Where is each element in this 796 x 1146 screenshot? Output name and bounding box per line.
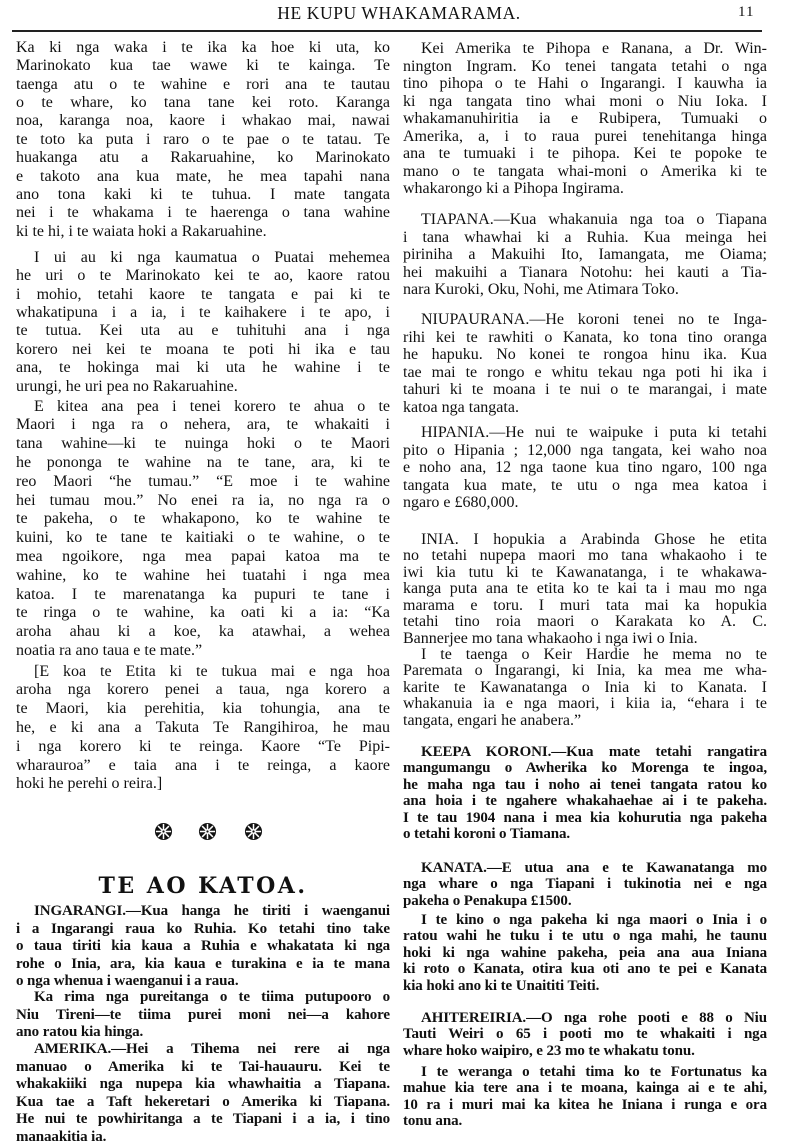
paragraph <box>16 398 390 661</box>
text-line: aroha ahau ki a koe, ka atawhai, a wehea <box>16 623 390 641</box>
text-line: te pakeha, o te whakapono, ko te wahine te <box>16 510 390 528</box>
text-line: nei i te whakama i te haerenga o tana wahine <box>16 204 390 222</box>
text-line: ki roto o Kanata, otira kua oti ano te pei e Kanata <box>403 961 767 978</box>
text-line: kuini, ko te tane te kaitiaki o te wahine, o te <box>16 529 390 547</box>
text-line: 10 ra i muri mai ka kitea he Iniana i runga e ora <box>403 1096 767 1113</box>
text-line: urungi, he uri pea no Rakaruahine. <box>16 377 238 395</box>
header-rule <box>12 30 762 32</box>
text-line: ana hoia i te ngahere whakahaehae ai i te pakeha. <box>403 793 767 810</box>
text-line: Paremata o Ingarangi, ki Inia, ka mea me wha- <box>403 662 767 680</box>
text-line: taenga atu o te wahine e rori ana te tautau <box>16 75 390 93</box>
text-line: Tauti Weiri o 65 i pooti mo te whakaiti i nga <box>403 1026 767 1043</box>
text-line: o nga whenua i waenganui i a raua. <box>16 973 239 990</box>
paragraph <box>403 40 767 198</box>
text-line: mea ngoikore, nga mea papai katoa ma te <box>16 547 390 565</box>
text-line: whakakiiki nga nupepa kia whawhaitia a Tiapana. <box>16 1076 390 1093</box>
text-line: noa, karanga noa, kaore i whakao mai, nawai <box>16 112 390 130</box>
text-line: Bannerjee mo tana whakaoho i nga iwi o Inia. <box>403 629 698 647</box>
rosette-ornament-icon <box>198 822 217 841</box>
text-line: karite te Kawanatanga o Inia ki to Kanata. I <box>403 678 767 696</box>
text-line: I te kino o nga pakeha ki nga maori o Inia i o <box>421 911 767 928</box>
text-line: HIPANIA.—He nui te waipuke i puta ki tetahi <box>421 424 767 442</box>
text-line: ano ratou kia hinga. <box>16 1024 144 1041</box>
text-line: nington Ingram. Ko tenei tangata tetahi o nga <box>403 57 767 75</box>
text-line: Maori i nga ra o nehera, ara, te whakaiti i <box>16 416 390 434</box>
text-line: ratou wahi he tuku i te utu o nga mahi, he taunu <box>403 928 767 945</box>
text-line: piriniha a Makuihi Ito, Iamangata, me Oiama; <box>403 246 767 264</box>
text-line: rohe o Inia, ara, kia kaua e turakina e ia te mana <box>16 955 390 972</box>
running-header-title: HE KUPU WHAKAMARAMA. <box>277 3 521 23</box>
text-line: whakanuia ia e nga maori, i kiia ia, “ehara i te <box>403 695 767 713</box>
text-line: I te taenga o Keir Hardie he mema no te <box>421 645 767 663</box>
text-line: reo Maori “he tumau.” “E moe i te wahine <box>16 472 390 490</box>
text-line: kanga puta ana te etita ko te kai ta i mau mo nga <box>403 580 767 598</box>
text-line: aroha nga korero penei a taua, nga korero a <box>16 681 390 699</box>
page-number: 11 <box>738 4 755 20</box>
text-line: he maha nga tau i noho ai tenei tangata ratou ko <box>403 776 767 793</box>
text-line: manaakitia ia. <box>16 1128 107 1145</box>
text-line: i mohio, tetahi kaore te tangata e pai ki te <box>16 285 390 303</box>
rosette-ornament-icon <box>244 822 263 841</box>
text-line: tae mai te rongo e whitu tekau nga poti hi ika i <box>403 363 767 381</box>
text-line: mano o te tangata whai-moni o Amerika ki te <box>403 162 767 180</box>
text-line: kia hoki ano ki te Unaititi Teiti. <box>403 977 600 994</box>
paragraph <box>403 860 767 910</box>
paragraph <box>403 424 767 512</box>
text-line: rihi kei te rawhiti o Kanata, ko tona tino oranga <box>403 328 767 346</box>
text-line: wahine, ko te wahine hei tuatahi i nga mea <box>16 566 390 584</box>
text-line: nga whare o nga Tiapani i tukinotia nei e nga <box>403 876 767 893</box>
text-line: whare hoko waipiro, e 23 mo te whakatu tonu. <box>403 1042 695 1059</box>
text-line: I te tau 1904 nana i mea kia kohurutia nga pakeha <box>403 809 767 826</box>
text-line: tonu ana. <box>403 1113 463 1130</box>
text-line: AMERIKA.—Hei a Tihema nei rere ai nga <box>34 1041 390 1058</box>
text-line: manuao o Amerika ki te Tai-hauauru. Kei te <box>16 1058 390 1075</box>
text-line: whakatipuna i a ia, i te kaihakere i te apo, i <box>16 303 390 321</box>
text-line: te Maori, kia perehitia, kia tohungia, ana te <box>16 700 390 718</box>
text-line: NIUPAURANA.—He koroni tenei no te Inga- <box>421 311 767 329</box>
text-line: tangata, engari he anabera.” <box>403 711 582 729</box>
text-line: He nui te powhiritanga a te Tiapani i a ia, i tino <box>16 1111 390 1128</box>
text-line: Kua tae a Taft hekeretari o Amerika ki Tiapana. <box>16 1093 390 1110</box>
text-line: tahuri ki te moana i te nui o te marangai, i mate <box>403 381 767 399</box>
text-line: noatia ra ano taua e te mate.” <box>16 641 203 659</box>
paragraph <box>16 39 390 241</box>
text-line: E kitea ana pea i tenei korero te ahua o te <box>34 397 390 415</box>
text-line: te toto ka puta i raro o te pae o te tatau. Te <box>16 130 390 148</box>
text-line: o tetahi koroni o Tiamana. <box>403 826 571 843</box>
text-line: huakanga atu a Rakaruahine, ko Marinokato <box>16 149 390 167</box>
paragraph <box>403 1064 767 1130</box>
text-line: INGARANGI.—Kua hanga he tiriti i waenganui <box>34 903 390 920</box>
text-line: AHITEREIRIA.—O nga rohe pooti e 88 o Niu <box>421 1009 767 1026</box>
text-line: katoa. I te marenatanga ka pupuri te tane i <box>16 585 390 603</box>
text-line: Ka rima nga pureitanga o te tiima putupooro o <box>34 989 390 1006</box>
text-line: hoki ki nga wahine pakeha, peia ana aua Iniana <box>403 944 767 961</box>
text-line: korero nei kei te moana te poti hi ika e tau <box>16 340 390 358</box>
text-line: tangata kua mate, te utu o nga mea katoa i <box>403 476 767 494</box>
paragraph <box>16 903 390 991</box>
text-line: Amerika, a, i to raua purei tenehitanga hinga <box>403 127 767 145</box>
text-line: i nga korero ki te reinga. Kaore “Te Pipi- <box>16 737 390 755</box>
text-line: pito o Hipania ; 12,000 nga tangata, kei waho noa <box>403 441 767 459</box>
paragraph <box>403 532 767 648</box>
text-line: e noho ana, 12 nga taone kua tino ngaro, 100 nga <box>403 459 767 477</box>
paragraph <box>16 1041 390 1146</box>
text-line: hei makuihi a Tianara Notohu: hei kauti a Tia- <box>403 263 767 281</box>
paragraph <box>403 912 767 995</box>
text-line: marama e toru. I muri tata mai ka hopukia <box>403 596 767 614</box>
text-line: tino pihopa o te Hahi o Ingarangi. I kauwha ia <box>403 75 767 93</box>
text-line: TIAPANA.—Kua whakanuia nga toa o Tiapana <box>421 211 767 229</box>
text-line: he pononga te wahine na te tane, ara, ki te <box>16 453 390 471</box>
paragraph <box>403 1010 767 1060</box>
text-line: Kei Amerika te Pihopa e Ranana, a Dr. Win- <box>421 40 767 58</box>
text-line: INIA. I hopukia a Arabinda Ghose he etita <box>421 530 767 548</box>
text-line: no tetahi nupepa maori mo tana whakaoho i te <box>403 547 767 565</box>
text-line: he hapuku. No konei te rongoa hinu ika. Kua <box>403 346 767 364</box>
text-line: Marinokato kua tae wawe ki te kainga. Te <box>16 57 390 75</box>
text-line: wharauroa” e taia ana i te reinga, a kaore <box>16 756 390 774</box>
paragraph <box>16 663 390 795</box>
text-line: ki nga tangata tino whai moni o Niu Ioka. I <box>403 92 767 110</box>
text-line: tetahi tino roia maori o Karakata ko A. C. <box>403 613 767 631</box>
text-line: mangumangu o Awherika ko Morenga te ingoa, <box>403 760 767 777</box>
text-line: ano tona kaki ki te tuhua. I mate tangata <box>16 185 390 203</box>
text-line: hei tumau mou.” No enei ra ia, no nga ra o <box>16 491 390 509</box>
text-line: hoki he perehi o reira.] <box>16 775 163 793</box>
section-heading: TE AO KATOA. <box>98 873 308 899</box>
text-line: tana wahine—ki te nuinga hoki o te Maori <box>16 435 390 453</box>
text-line: whakarongo ki a Pihopa Ingirama. <box>403 180 624 198</box>
text-line: ngaro e £680,000. <box>403 494 519 512</box>
text-line: i tana whawhai ki a Ruhia. Kua meinga hei <box>403 228 767 246</box>
text-line: KANATA.—E utua ana e te Kawanatanga mo <box>421 859 767 876</box>
text-line: I te weranga o tetahi tima ko te Fortunatus ka <box>421 1063 767 1080</box>
text-line: Ka ki nga waka i te ika ka hoe ki uta, ko <box>16 38 390 56</box>
text-line: whakamanuhiritia ia e Rubipera, Tumuaki o <box>403 110 767 128</box>
text-line: mahue kia tere ana i te moana, kainga ai e te ahi, <box>403 1080 767 1097</box>
text-line: e takoto ana kua mate, he mea tapahi nana <box>16 167 390 185</box>
text-line: ki te hi, i te waiata hoki a Rakaruahine. <box>16 222 267 240</box>
paragraph <box>16 989 390 1042</box>
text-line: he, e ki ana a Takuta Te Rangihiroa, he mau <box>16 718 390 736</box>
text-line: te tutua. Kei uta au e tuhituhi ana i nga <box>16 322 390 340</box>
text-line: ana te tumuaki i te pihopa. Kei te popoke te <box>403 145 767 163</box>
text-line: nara Kuroki, Oku, Nohi, me Atimara Toko. <box>403 281 679 299</box>
ornament-divider <box>150 822 270 842</box>
paragraph <box>403 647 767 730</box>
text-line: ana, te hokinga mai ki uta he wahine i te <box>16 359 390 377</box>
text-line: Niu Tireni—te tiima purei moni nei—a kahore <box>16 1006 390 1023</box>
paragraph <box>403 744 767 843</box>
text-line: o te whare, ko tana tane kei roto. Karanga <box>16 93 390 111</box>
text-line: pakeha o Penakupa £1500. <box>403 892 572 909</box>
text-line: [E koa te Etita ki te tukua mai e nga hoa <box>34 662 390 680</box>
text-line: o taua tiriti kia kaua a Ruhia e whakatata ki nga <box>16 938 390 955</box>
paragraph <box>403 211 767 299</box>
rosette-ornament-icon <box>154 822 173 841</box>
text-line: KEEPA KORONI.—Kua mate tetahi rangatira <box>421 743 767 760</box>
text-line: katoa nga tangata. <box>403 398 519 416</box>
text-line: i a Ingarangi raua ko Ruhia. Ko tetahi tino take <box>16 920 390 937</box>
paragraph <box>403 311 767 416</box>
text-line: I ui au ki nga kaumatua o Puatai mehemea <box>34 248 390 266</box>
paragraph <box>16 249 390 396</box>
text-line: te ringa o te wahine, ka oati ki a ia: “Ka <box>16 604 390 622</box>
text-line: he uri o te Marinokato kei te ao, kaore ratou <box>16 267 390 285</box>
text-line: iwi kia tutu ki te Kawanatanga, i te whakawa- <box>403 563 767 581</box>
